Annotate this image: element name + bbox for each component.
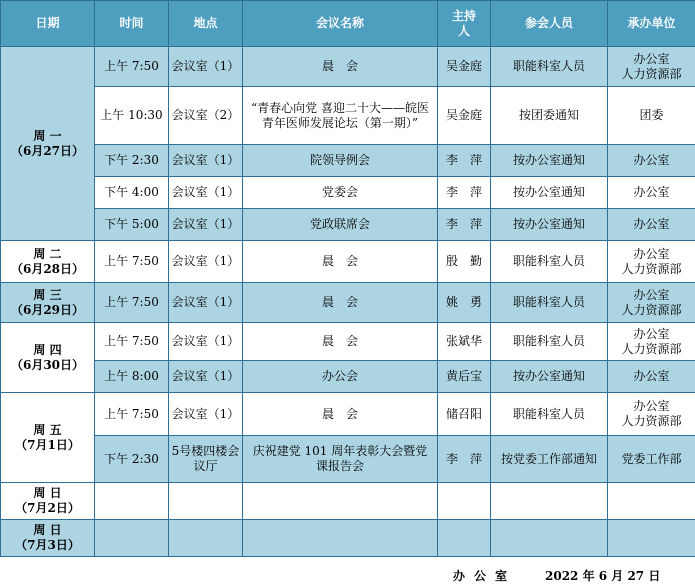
cell-host: 吴金庭 (438, 87, 491, 145)
day-cell (1, 323, 95, 393)
cell-time: 上午 7:50 (95, 47, 169, 87)
footer (0, 562, 695, 587)
header-date: 日期 (1, 1, 95, 47)
cell-time: 上午 7:50 (95, 393, 169, 436)
table-row (1, 241, 695, 283)
cell-host: 李 萍 (438, 209, 491, 241)
cell-name: 院领导例会 (243, 145, 438, 177)
cell-attendees (491, 483, 608, 520)
cell-name: 晨 会 (243, 393, 438, 436)
day-label: 周 二 (33, 246, 62, 261)
header-row (1, 1, 695, 47)
cell-host: 黄后宝 (438, 361, 491, 393)
cell-time: 上午 7:50 (95, 283, 169, 323)
cell-organizer: 团委 (608, 87, 695, 145)
cell-name (243, 520, 438, 557)
cell-name: 晨 会 (243, 47, 438, 87)
cell-attendees: 按党委工作部通知 (491, 436, 608, 483)
day-cell (1, 47, 95, 241)
cell-host: 李 萍 (438, 177, 491, 209)
cell-name: 庆祝建党 101 周年表彰大会暨党课报告会 (243, 436, 438, 483)
table-row (1, 436, 695, 483)
day-label: 周 五 (33, 422, 62, 437)
cell-place: 会议室（1） (169, 145, 243, 177)
day-date: （6月30日） (10, 357, 85, 372)
cell-organizer: 办公室 人力资源部 (608, 393, 695, 436)
cell-time: 下午 4:00 (95, 177, 169, 209)
header-organizer: 承办单位 (608, 1, 695, 47)
cell-name: 党委会 (243, 177, 438, 209)
cell-host: 张斌华 (438, 323, 491, 361)
cell-organizer: 办公室 人力资源部 (608, 47, 695, 87)
cell-organizer: 办公室 人力资源部 (608, 323, 695, 361)
cell-place: 会议室（1） (169, 241, 243, 283)
cell-organizer (608, 483, 695, 520)
cell-attendees: 职能科室人员 (491, 323, 608, 361)
cell-time: 上午 7:50 (95, 323, 169, 361)
cell-place: 会议室（1） (169, 209, 243, 241)
cell-host: 李 萍 (438, 145, 491, 177)
cell-attendees (491, 520, 608, 557)
cell-name (243, 483, 438, 520)
cell-name: 晨 会 (243, 323, 438, 361)
header-host-label: 主持人 (451, 8, 476, 38)
day-label: 周 日 (33, 523, 62, 537)
cell-attendees: 按办公室通知 (491, 177, 608, 209)
cell-organizer: 办公室 (608, 145, 695, 177)
cell-host: 李 萍 (438, 436, 491, 483)
cell-time: 下午 2:30 (95, 145, 169, 177)
cell-place: 会议室（1） (169, 47, 243, 87)
cell-host (438, 483, 491, 520)
day-date: （7月3日） (15, 538, 80, 552)
day-cell (1, 393, 95, 483)
cell-name: 晨 会 (243, 283, 438, 323)
table-row (1, 209, 695, 241)
day-date: （7月2日） (15, 501, 80, 515)
day-cell (1, 520, 95, 557)
schedule-body (1, 47, 695, 557)
cell-place: 会议室（1） (169, 177, 243, 209)
table-row (1, 145, 695, 177)
table-row (1, 177, 695, 209)
footer-date: 2022 年 6 月 27 日 (545, 569, 661, 583)
day-label: 周 三 (33, 287, 62, 302)
table-row (1, 483, 695, 520)
day-label: 周 一 (33, 128, 62, 143)
cell-attendees: 职能科室人员 (491, 47, 608, 87)
table-row (1, 87, 695, 145)
table-row (1, 520, 695, 557)
cell-time: 上午 7:50 (95, 241, 169, 283)
cell-time: 下午 5:00 (95, 209, 169, 241)
cell-attendees: 按办公室通知 (491, 361, 608, 393)
cell-organizer: 办公室 人力资源部 (608, 241, 695, 283)
cell-time: 上午 10:30 (95, 87, 169, 145)
cell-place (169, 483, 243, 520)
cell-organizer: 办公室 (608, 177, 695, 209)
cell-place: 会议室（1） (169, 283, 243, 323)
cell-attendees: 按办公室通知 (491, 145, 608, 177)
cell-organizer: 办公室 人力资源部 (608, 283, 695, 323)
cell-name: 办公会 (243, 361, 438, 393)
cell-time (95, 520, 169, 557)
day-cell (1, 283, 95, 323)
header-time: 时间 (95, 1, 169, 47)
day-cell (1, 483, 95, 520)
cell-place: 会议室（2） (169, 87, 243, 145)
header-host (438, 1, 491, 47)
cell-name: 晨 会 (243, 241, 438, 283)
day-date: （6月28日） (10, 261, 85, 276)
table-row (1, 323, 695, 361)
cell-host: 吴金庭 (438, 47, 491, 87)
day-date: （6月27日） (10, 143, 85, 158)
cell-host (438, 520, 491, 557)
cell-attendees: 按团委通知 (491, 87, 608, 145)
cell-organizer: 办公室 (608, 361, 695, 393)
table-row (1, 283, 695, 323)
cell-place: 会议室（1） (169, 323, 243, 361)
cell-organizer: 党委工作部 (608, 436, 695, 483)
footer-org: 办公室 (453, 569, 517, 583)
cell-attendees: 按办公室通知 (491, 209, 608, 241)
cell-organizer (608, 520, 695, 557)
table-row (1, 361, 695, 393)
cell-attendees: 职能科室人员 (491, 393, 608, 436)
header-meeting-name: 会议名称 (243, 1, 438, 47)
cell-place: 会议室（1） (169, 393, 243, 436)
cell-time: 下午 2:30 (95, 436, 169, 483)
cell-attendees: 职能科室人员 (491, 241, 608, 283)
header-attendees: 参会人员 (491, 1, 608, 47)
day-date: （6月29日） (10, 302, 85, 317)
table-row (1, 47, 695, 87)
day-label: 周 日 (33, 486, 62, 500)
cell-place: 会议室（1） (169, 361, 243, 393)
cell-host: 殷 勤 (438, 241, 491, 283)
cell-organizer: 办公室 (608, 209, 695, 241)
day-cell (1, 241, 95, 283)
cell-attendees: 职能科室人员 (491, 283, 608, 323)
cell-time: 上午 8:00 (95, 361, 169, 393)
cell-place (169, 520, 243, 557)
day-date: （7月1日） (15, 437, 80, 452)
header-place: 地点 (169, 1, 243, 47)
day-label: 周 四 (33, 342, 62, 357)
cell-time (95, 483, 169, 520)
cell-name: 党政联席会 (243, 209, 438, 241)
cell-name: “青春心向党 喜迎二十大——皖医青年医师发展论坛（第一期）” (243, 87, 438, 145)
cell-host: 储召阳 (438, 393, 491, 436)
cell-place: 5号楼四楼会议厅 (169, 436, 243, 483)
table-row (1, 393, 695, 436)
cell-host: 姚 勇 (438, 283, 491, 323)
